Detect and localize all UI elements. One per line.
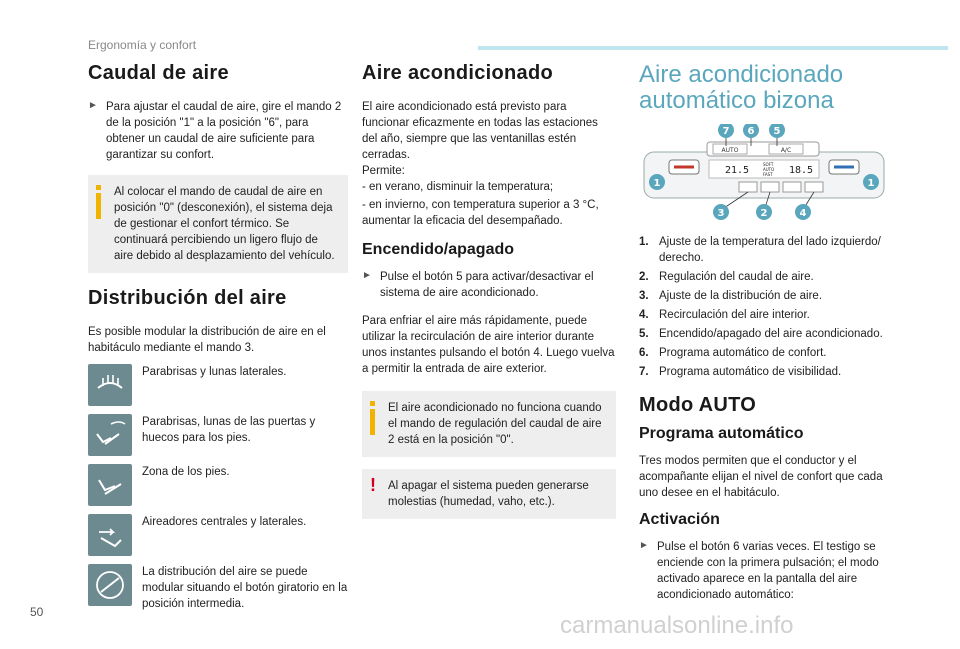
bullet-activacion-text: Pulse el botón 6 varias veces. El testigo se enciende con la primera pulsación; el modo activado aparece en la pantalla del aire acondicionado automático: [657,541,879,601]
info-box-caudal [88,175,348,273]
distribution-item [88,514,348,556]
callout-5: 5 [773,126,781,137]
header-bar [478,46,948,50]
distribution-item [88,564,348,612]
info-box-ac [362,391,616,457]
bullet-caudal [88,99,348,163]
callout-4: 4 [799,208,807,219]
info-icon [370,401,375,435]
heading-distribucion: Distribución del aire [88,287,287,309]
ac-permite: Permite: [362,165,405,177]
distribution-text: La distribución del aire se puede modular situando el botón giratorio en la posición intermedia. [142,566,348,610]
list-item: - en invierno, con temperatura superior a 3 °C, aumentar la eficacia del desempañado. [362,199,599,227]
info-icon [96,185,101,219]
list-item: 5. Encendido/apagado del aire acondicionado. [639,328,883,340]
warning-icon: ! [370,475,376,495]
auto-mode-label: AUTO [763,167,775,172]
windscreen-demist-icon [88,364,132,406]
list-item: 6. Programa automático de confort. [639,347,827,359]
heading-programa: Programa automático [639,425,804,442]
ac-intro: El aire acondicionado está previsto para funcionar eficazmente en todas las estaciones del año, siempre que las ventanillas estén cerradas. [362,101,598,161]
heading-caudal: Caudal de aire [88,62,229,84]
fast-label: FAST [763,172,773,177]
bullet-caudal-text: Para ajustar el caudal de aire, gire el mando 2 de la posición "1" a la posición "6", para obtener un caudal de aire suficiente para garantizar su confort. [106,101,342,161]
bullet-encendido [362,269,616,301]
distribution-text: Parabrisas, lunas de las puertas y huecos para los pies. [142,416,316,444]
distribucion-intro: Es posible modular la distribución de aire en el habitáculo mediante el mando 3. [88,326,326,354]
info-ac-text: El aire acondicionado no funciona cuando el mando de regulación del caudal de aire 2 está en la posición "0". [388,402,602,446]
bullet-activacion [639,539,901,603]
rotary-knob-icon [88,564,132,606]
ac-list [362,179,616,229]
auto-label: AUTO [721,147,739,154]
column-2 [362,62,616,531]
list-item: 7. Programa automático de visibilidad. [639,366,842,378]
warning-text: Al apagar el sistema pueden generarse molestias (humedad, vaho, etc.). [388,480,589,508]
distribution-item [88,414,348,456]
control-panel-diagram [639,124,889,224]
face-vents-icon [88,514,132,556]
temp-left: 21.5 [725,165,750,176]
page-number: 50 [30,605,44,619]
section-header: Ergonomía y confort [88,38,197,52]
list-item: 2. Regulación del caudal de aire. [639,271,814,283]
soft-label: SOFT [763,162,774,167]
callout-3: 3 [717,208,725,219]
bullet-arrow-icon: ► [88,100,98,111]
distribution-text: Zona de los pies. [142,466,230,478]
warning-box [362,469,616,519]
distribution-text: Parabrisas y lunas laterales. [142,366,287,378]
ac-label: A/C [780,147,792,154]
legend-list [639,234,901,380]
bullet-arrow-icon: ► [362,270,372,281]
temp-right: 18.5 [789,165,814,176]
callout-1-right: 1 [867,178,875,189]
callout-7: 7 [722,126,730,137]
distribution-item [88,364,348,406]
callout-6: 6 [747,126,755,137]
heading-bizona: Aire acondicionado automático bizona [639,61,844,114]
list-item: 1. Ajuste de la temperatura del lado izquierdo/ derecho. [639,236,881,264]
heading-aire-acondicionado: Aire acondicionado [362,62,553,84]
list-item: - en verano, disminuir la temperatura; [362,181,554,193]
callout-1-left: 1 [653,178,661,189]
list-item: 4. Recirculación del aire interior. [639,309,810,321]
programa-text: Tres modos permiten que el conductor y el acompañante elijan el nivel de confort que cada uno desee en el habitáculo. [639,455,883,499]
distribution-text: Aireadores centrales y laterales. [142,516,307,528]
bullet-encendido-text: Pulse el botón 5 para activar/desactivar el sistema de aire acondicionado. [380,271,594,299]
column-1 [88,62,348,620]
watermark: carmanualsonline.info [560,612,794,639]
callout-2: 2 [760,208,768,219]
column-3 [639,62,901,615]
distribution-item [88,464,348,506]
feet-icon [88,464,132,506]
info-caudal-text: Al colocar el mando de caudal de aire en posición "0" (desconexión), el sistema deja de gestionar el confort térmico. Se continuará percibiendo un ligero flujo de aire debido al desplazamiento del vehículo. [114,186,335,262]
heading-modo-auto: Modo AUTO [639,394,757,416]
heading-encendido: Encendido/apagado [362,241,515,258]
bullet-arrow-icon: ► [639,540,649,551]
windscreen-feet-icon [88,414,132,456]
heading-activacion: Activación [639,511,720,528]
recirculation-para: Para enfriar el aire más rápidamente, puede utilizar la recirculación de aire interior durante unos instantes pulsando el botón 4. Luego vuelva a permitir la entrada de aire exterior. [362,315,615,375]
list-item: 3. Ajuste de la distribución de aire. [639,290,823,302]
